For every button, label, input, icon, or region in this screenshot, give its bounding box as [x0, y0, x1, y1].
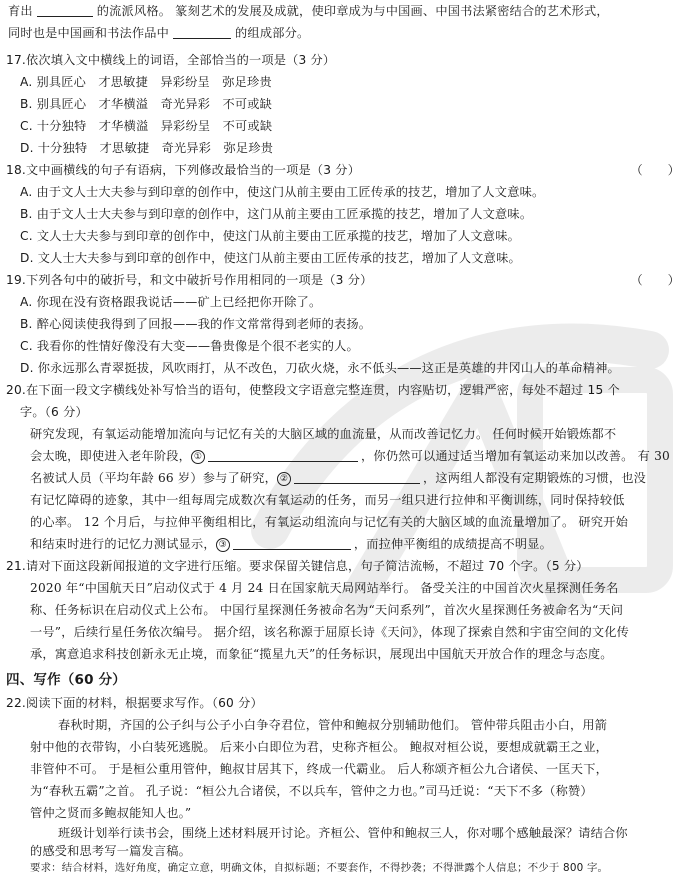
blank-marker-3: ③ — [216, 538, 230, 552]
passage-text: 名被试人员（平均年龄 66 岁）参与了研究， — [30, 471, 278, 485]
blank-marker-1: ① — [191, 450, 205, 464]
q17-option-b[interactable]: B. 别具匠心 才华横溢 奇光异彩 不可或缺 — [20, 97, 273, 111]
intro-line-2 — [8, 24, 309, 42]
passage-text: 会太晚，即使进入老年阶段， — [30, 449, 192, 463]
q18-option-a[interactable]: A. 由于文人士大夫参与到印章的创作中，使这门从前主要由工匠传承的技艺，增加了人文意味。 — [20, 185, 545, 199]
q18-option-b[interactable]: B. 由于文人士大夫参与到印章的创作中，这门从前主要由工匠承揽的技艺，增加了人文意味。 — [20, 207, 533, 221]
q17-option-d[interactable]: D. 十分独特 才思敏捷 奇光异彩 弥足珍贵 — [20, 141, 274, 155]
q18-option-c[interactable]: C. 文人士大夫参与到印章的创作中，使这门从前主要由工匠承揽的技艺，增加了人文意味。 — [20, 229, 520, 243]
q19-option-a[interactable]: A. 你现在没有资格跟我说话——矿上已经把你开除了。 — [20, 295, 322, 309]
q17-option-a[interactable]: A. 别具匠心 才思敏捷 异彩纷呈 弥足珍贵 — [20, 75, 272, 89]
q18-option-d[interactable]: D. 文人士大夫参与到印章的创作中，使这门从前主要由工匠传承的技艺，增加了人文意味。 — [20, 251, 521, 265]
q19-option-b[interactable]: B. 醉心阅读使我得到了回报——我的作文常常得到老师的表扬。 — [20, 317, 372, 331]
q17-option-c[interactable]: C. 十分独特 才华横溢 异彩纷呈 不可或缺 — [20, 119, 273, 133]
q20-stem-1: 20.在下面一段文字横线处补写恰当的语句，使整段文字语意完整连贯，内容贴切，逻辑严密，每处不超过 15 个 — [6, 383, 620, 397]
q19-option-d[interactable]: D. 你永远那么青翠挺拔，风吹雨打，从不改色，刀砍火烧，永不低头——这正是英雄的井冈山人的革命精神。 — [20, 361, 620, 375]
q22-material-line: 管仲之贤而多鲍叔能知人也。” — [30, 806, 192, 820]
q20-passage-line — [30, 469, 646, 487]
q20-passage-line — [30, 535, 552, 553]
section-title-writing: 四、写作（60 分） — [6, 672, 126, 688]
q20-passage-line: 的心率。 12 个月后，与拉伸平衡组相比，有氧运动组流向与记忆有关的大脑区域的血流量增加了。 研究开始 — [30, 515, 628, 529]
blank-line — [37, 4, 93, 17]
q22-stem: 22.阅读下面的材料，根据要求写作。（60 分） — [6, 696, 263, 710]
q19-stem: 19.下列各句中的破折号，和文中破折号作用相同的一项是（3 分） — [6, 273, 373, 287]
passage-text: 和结束时进行的记忆力测试显示， — [30, 537, 216, 551]
q22-task-line: 的感受和思考写一篇发言稿。 — [30, 844, 192, 858]
intro-line-1 — [8, 2, 609, 20]
q19-answer-paren: （ ） — [630, 273, 680, 287]
q20-stem-2: 字。（6 分） — [20, 405, 88, 419]
q19-option-c[interactable]: C. 我看你的性情好像没有大变——鲁贵像是个很不老实的人。 — [20, 339, 359, 353]
q21-news-line: 承，寓意追求科技创新永无止境，而象征“揽星九天”的任务标识，展现出中国航天开放合作的理念与态度。 — [30, 647, 613, 661]
q21-news-line: 称、任务标识在启动仪式上公布。 中国行星探测任务被命名为“天问系列”，首次火星探测任务被命名为“天问 — [30, 603, 624, 617]
answer-blank-1[interactable] — [208, 449, 358, 462]
intro-text: 的组成部分。 — [235, 26, 310, 40]
q22-requirement-line: 要求：结合材料，选好角度，确定立意，明确文体，自拟标题；不要套作，不得抄袭；不得泄露个人信息；不少于 800 字。 — [30, 862, 609, 874]
q21-news-line: 一号”，后续行星任务依次编号。 据介绍，该名称源于屈原长诗《天问》，体现了探索自然和宇宙空间的文化传 — [30, 625, 630, 639]
q20-passage-line — [30, 447, 670, 465]
blank-line — [173, 26, 231, 39]
q22-task-line: 班级计划举行读书会，围绕上述材料展开讨论。齐桓公、管仲和鲍叔三人，你对哪个感触最深？请结合你 — [58, 826, 628, 840]
q22-material-line: 射中他的衣带钩，小白装死逃脱。 后来小白即位为君，史称齐桓公。 鲍叔对桓公说，要想成就霸王之业， — [30, 740, 608, 754]
intro-text: 同时也是中国画和书法作品中 — [8, 26, 170, 40]
q17-stem: 17.依次填入文中横线上的词语，全部恰当的一项是（3 分） — [6, 53, 336, 67]
q22-material-line: 春秋时期，齐国的公子纠与公子小白争夺君位，管仲和鲍叔分别辅助他们。 管仲带兵阻击小白，用箭 — [58, 718, 608, 732]
answer-blank-3[interactable] — [233, 537, 351, 550]
q20-passage-line: 有记忆障碍的迹象，其中一组每周完成数次有氧运动的任务，而另一组只进行拉伸和平衡训练，同时保持较低 — [30, 493, 625, 507]
q18-answer-paren: （ ） — [630, 163, 680, 177]
q20-passage-line: 研究发现，有氧运动能增加流向与记忆有关的大脑区域的血流量，从而改善记忆力。 任何时候开始锻炼都不 — [30, 427, 617, 441]
q21-news-line: 2020 年“中国航天日”启动仪式于 4 月 24 日在国家航天局网站举行。 备受关注的中国首次火星探测任务名 — [30, 581, 619, 595]
q18-stem: 18.文中画横线的句子有语病，下列修改最恰当的一项是（3 分） — [6, 163, 361, 177]
answer-blank-2[interactable] — [294, 471, 420, 484]
blank-marker-2: ② — [277, 472, 291, 486]
intro-text: 的流派风格。 篆刻艺术的发展及成就，使印章成为与中国画、中国书法紧密结合的艺术形式， — [96, 4, 609, 18]
passage-text: ，这两组人都没有定期锻炼的习惯，也没 — [423, 471, 647, 485]
q22-material-line: 为“春秋五霸”之首。 孔子说：“桓公九合诸侯，不以兵车，管仲之力也。”司马迁说：“天下不多（称赞） — [30, 784, 593, 798]
passage-text: ，你仍然可以通过适当增加有氧运动来加以改善。 有 30 — [361, 449, 671, 463]
passage-text: ，而拉伸平衡组的成绩提高不明显。 — [353, 537, 553, 551]
q22-material-line: 非管仲不可。 于是桓公重用管仲，鲍叔甘居其下，终成一代霸业。 后人称颂齐桓公九合诸侯、一匡天下， — [30, 762, 608, 776]
q21-stem: 21.请对下面这段新闻报道的文字进行压缩。要求保留关键信息，句子简洁流畅，不超过 70 个字。（5 分） — [6, 559, 589, 573]
intro-text: 育出 — [8, 4, 33, 18]
